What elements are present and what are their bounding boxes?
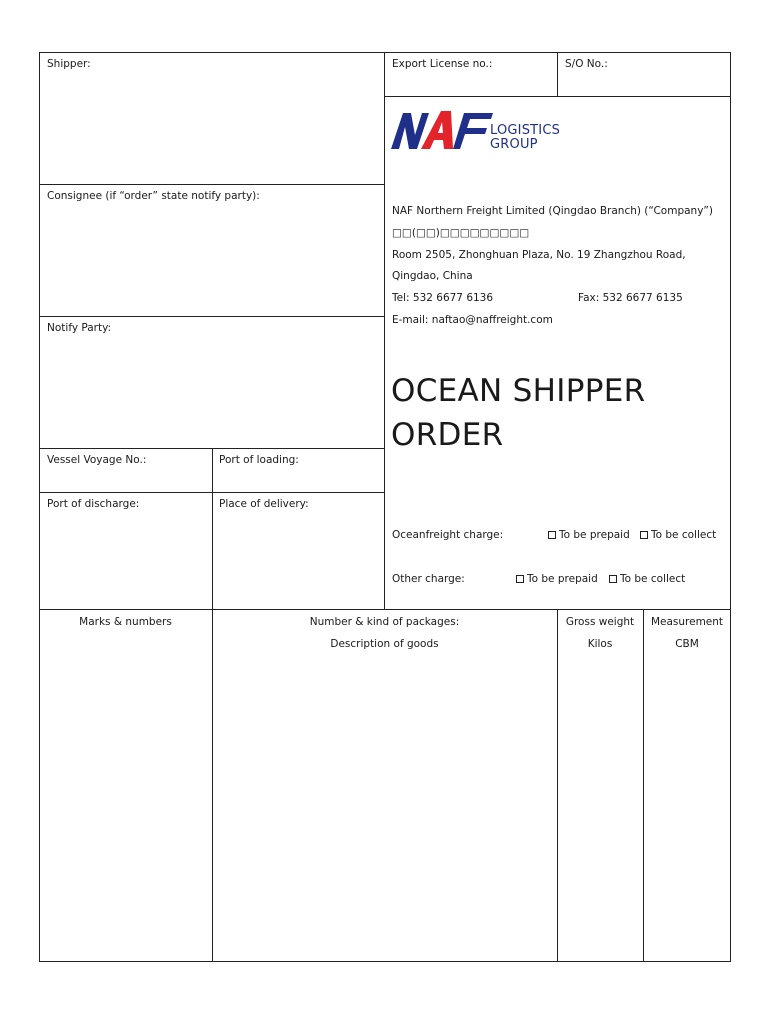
divider: [39, 448, 385, 449]
checkbox-icon[interactable]: [640, 531, 648, 539]
naf-logo-mark: [391, 107, 501, 153]
divider: [384, 96, 731, 97]
checkbox-icon[interactable]: [548, 531, 556, 539]
divider: [39, 184, 385, 185]
divider: [212, 448, 213, 962]
place-of-delivery-label: Place of delivery:: [219, 498, 309, 510]
oceanfreight-prepaid-option[interactable]: [548, 529, 630, 541]
marks-numbers-header: Marks & numbers: [79, 616, 172, 628]
shipper-label: Shipper:: [47, 58, 91, 70]
logo-text-logistics: LOGISTICS: [490, 123, 561, 138]
other-charge-prepaid-option[interactable]: [516, 573, 598, 585]
company-email: E-mail: naftao@naffreight.com: [392, 314, 553, 326]
notify-party-label: Notify Party:: [47, 322, 112, 334]
divider: [39, 492, 385, 493]
company-chinese-name: □□(□□)□□□□□□□□□: [392, 227, 530, 239]
document-title-line1: OCEAN SHIPPER: [391, 373, 646, 409]
oceanfreight-collect-option[interactable]: [640, 529, 716, 541]
other-charge-collect-option[interactable]: [609, 573, 685, 585]
document-title-line2: ORDER: [391, 417, 504, 453]
divider: [39, 316, 385, 317]
divider: [39, 609, 731, 610]
cbm-header: CBM: [675, 638, 699, 650]
prepaid-label: To be prepaid: [559, 529, 630, 541]
company-address-line1: Room 2505, Zhonghuan Plaza, No. 19 Zhangzhou Road,: [392, 249, 686, 261]
collect-label: To be collect: [651, 529, 717, 541]
divider: [384, 52, 385, 609]
company-tel: Tel: 532 6677 6136: [392, 292, 494, 304]
divider: [643, 609, 644, 962]
port-of-discharge-label: Port of discharge:: [47, 498, 140, 510]
measurement-header: Measurement: [650, 616, 724, 628]
export-license-label: Export License no.:: [392, 58, 493, 70]
consignee-label: Consignee (if “order” state notify party):: [47, 190, 260, 202]
description-header: Description of goods: [330, 638, 439, 650]
company-name: NAF Northern Freight Limited (Qingdao Branch) (“Company”): [392, 205, 713, 217]
naf-logo: [391, 107, 571, 155]
port-of-loading-label: Port of loading:: [219, 454, 299, 466]
company-address-line2: Qingdao, China: [392, 270, 473, 282]
packages-header: Number & kind of packages:: [309, 616, 460, 628]
form-frame: [39, 52, 731, 962]
logo-text-group: GROUP: [490, 137, 538, 152]
divider: [557, 609, 558, 962]
prepaid-label: To be prepaid: [527, 573, 598, 585]
other-charge-label: Other charge:: [392, 573, 465, 585]
gross-weight-header: Gross weight: [565, 616, 635, 628]
collect-label: To be collect: [620, 573, 686, 585]
divider: [557, 52, 558, 97]
vessel-voyage-label: Vessel Voyage No.:: [47, 454, 147, 466]
oceanfreight-charge-label: Oceanfreight charge:: [392, 529, 504, 541]
so-number-label: S/O No.:: [565, 58, 608, 70]
kilos-header: Kilos: [587, 638, 613, 650]
checkbox-icon[interactable]: [516, 575, 524, 583]
company-fax: Fax: 532 6677 6135: [578, 292, 683, 304]
checkbox-icon[interactable]: [609, 575, 617, 583]
